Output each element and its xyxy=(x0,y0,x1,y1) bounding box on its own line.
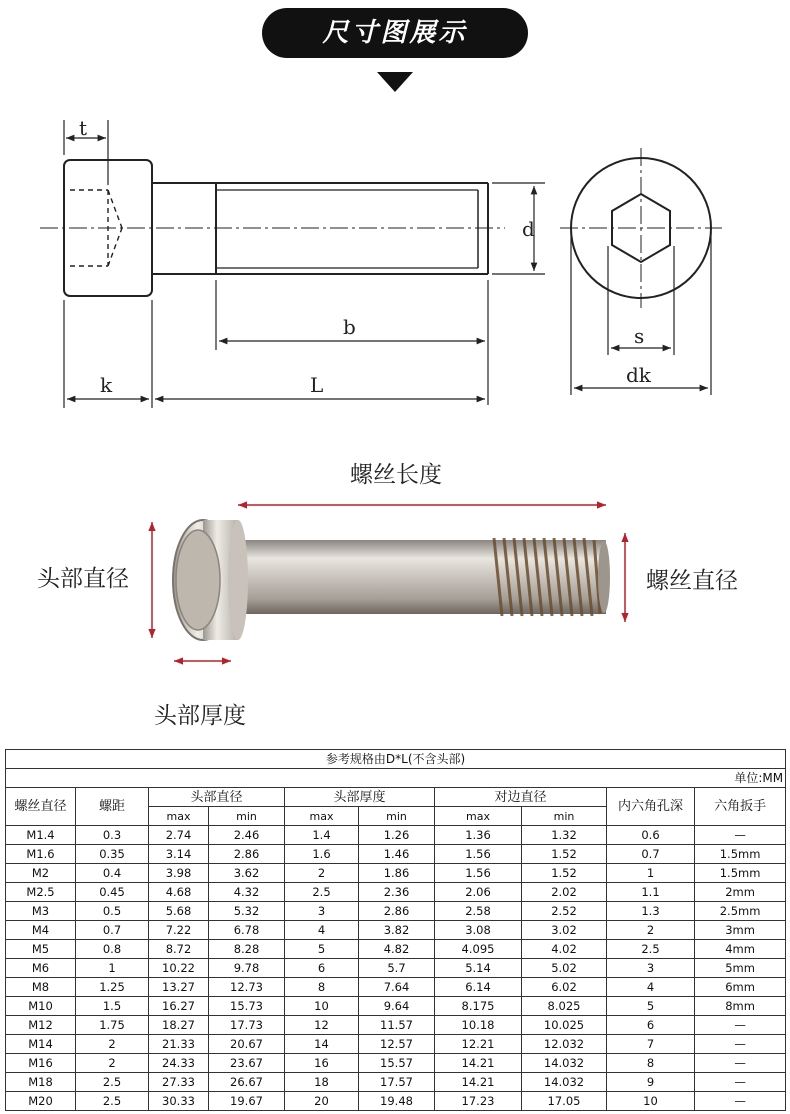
table-cell: 2 xyxy=(76,1035,149,1054)
table-cell: 1.36 xyxy=(435,826,522,845)
table-cell: 12.032 xyxy=(522,1035,607,1054)
table-cell: 6.78 xyxy=(209,921,285,940)
table-cell: 10.18 xyxy=(435,1016,522,1035)
table-cell: 12.73 xyxy=(209,978,285,997)
table-cell: 0.4 xyxy=(76,864,149,883)
table-cell: 0.5 xyxy=(76,902,149,921)
table-cell: 0.8 xyxy=(76,940,149,959)
table-cell: 20.67 xyxy=(209,1035,285,1054)
table-cell: 0.7 xyxy=(607,845,695,864)
table-cell: 2.5mm xyxy=(695,902,786,921)
table-cell: M3 xyxy=(6,902,76,921)
table-cell: 4.02 xyxy=(522,940,607,959)
table-cell: 10.025 xyxy=(522,1016,607,1035)
table-cell: 2.74 xyxy=(149,826,209,845)
table-row xyxy=(6,940,786,959)
table-cell: 21.33 xyxy=(149,1035,209,1054)
table-cell: 1.52 xyxy=(522,845,607,864)
table-cell: 23.67 xyxy=(209,1054,285,1073)
table-cell: 2.86 xyxy=(209,845,285,864)
table-cell: 2.5 xyxy=(76,1092,149,1111)
table-cell: 4mm xyxy=(695,940,786,959)
table-cell: 0.35 xyxy=(76,845,149,864)
table-cell: M20 xyxy=(6,1092,76,1111)
table-cell: 12 xyxy=(285,1016,359,1035)
table-row xyxy=(6,826,786,845)
table-unit: 单位:MM xyxy=(6,769,786,788)
dim-s-label: s xyxy=(634,324,645,348)
table-cell: 3mm xyxy=(695,921,786,940)
table-cell: 14.21 xyxy=(435,1054,522,1073)
table-cell: 5mm xyxy=(695,959,786,978)
table-cell: 4.68 xyxy=(149,883,209,902)
table-row xyxy=(6,978,786,997)
table-cell: 6 xyxy=(607,1016,695,1035)
table-cell: — xyxy=(695,1054,786,1073)
table-row xyxy=(6,1054,786,1073)
table-cell: 7.22 xyxy=(149,921,209,940)
table-cell: 8 xyxy=(285,978,359,997)
table-cell: 10.22 xyxy=(149,959,209,978)
header-across-flats: 对边直径 xyxy=(435,788,607,807)
table-cell: 19.67 xyxy=(209,1092,285,1111)
header-socket-depth: 内六角孔深 xyxy=(607,788,695,826)
table-cell: — xyxy=(695,826,786,845)
header-max: max xyxy=(285,807,359,826)
table-cell: 5.7 xyxy=(359,959,435,978)
table-cell: 13.27 xyxy=(149,978,209,997)
header-thread-diameter: 螺丝直径 xyxy=(6,788,76,826)
side-view xyxy=(40,160,505,296)
table-cell: 5.32 xyxy=(209,902,285,921)
table-cell: — xyxy=(695,1016,786,1035)
table-cell: 8.28 xyxy=(209,940,285,959)
table-caption: 参考规格由D*L(不含头部) xyxy=(6,750,786,769)
table-cell: 1.5mm xyxy=(695,845,786,864)
table-cell: 0.45 xyxy=(76,883,149,902)
header-wrench: 六角扳手 xyxy=(695,788,786,826)
table-cell: M5 xyxy=(6,940,76,959)
table-cell: 14.032 xyxy=(522,1054,607,1073)
table-cell: 3.08 xyxy=(435,921,522,940)
table-cell: 17.57 xyxy=(359,1073,435,1092)
table-cell: 6 xyxy=(285,959,359,978)
table-cell: 1.75 xyxy=(76,1016,149,1035)
table-cell: 1.25 xyxy=(76,978,149,997)
header-max: max xyxy=(435,807,522,826)
table-cell: 3.14 xyxy=(149,845,209,864)
table-cell: 5 xyxy=(607,997,695,1016)
table-cell: M1.4 xyxy=(6,826,76,845)
table-cell: 2.06 xyxy=(435,883,522,902)
table-cell: 3 xyxy=(285,902,359,921)
thread-diameter-label: 螺丝直径 xyxy=(646,568,738,594)
header-pitch: 螺距 xyxy=(76,788,149,826)
dim-dk-label: dk xyxy=(626,363,651,387)
table-cell: 6.02 xyxy=(522,978,607,997)
table-cell: 7 xyxy=(607,1035,695,1054)
table-cell: 17.05 xyxy=(522,1092,607,1111)
table-cell: M10 xyxy=(6,997,76,1016)
table-cell: 1.52 xyxy=(522,864,607,883)
table-cell: 7.64 xyxy=(359,978,435,997)
table-row xyxy=(6,959,786,978)
table-row xyxy=(6,921,786,940)
table-cell: 3.62 xyxy=(209,864,285,883)
table-cell: 20 xyxy=(285,1092,359,1111)
dim-b-label: b xyxy=(343,315,356,339)
table-cell: 16 xyxy=(285,1054,359,1073)
table-cell: 14.032 xyxy=(522,1073,607,1092)
table-cell: M1.6 xyxy=(6,845,76,864)
table-cell: 1.46 xyxy=(359,845,435,864)
table-cell: 19.48 xyxy=(359,1092,435,1111)
table-cell: 2.46 xyxy=(209,826,285,845)
table-cell: 1.1 xyxy=(607,883,695,902)
table-cell: 1.26 xyxy=(359,826,435,845)
header-min: min xyxy=(209,807,285,826)
table-row xyxy=(6,1092,786,1111)
table-cell: 1.32 xyxy=(522,826,607,845)
table-cell: 5.14 xyxy=(435,959,522,978)
table-cell: 8mm xyxy=(695,997,786,1016)
table-cell: 2.36 xyxy=(359,883,435,902)
header-max: max xyxy=(149,807,209,826)
table-cell: 3.02 xyxy=(522,921,607,940)
table-cell: 1.4 xyxy=(285,826,359,845)
table-cell: 4 xyxy=(285,921,359,940)
header-head-diameter: 头部直径 xyxy=(149,788,285,807)
table-cell: 2.5 xyxy=(76,1073,149,1092)
table-cell: 12.21 xyxy=(435,1035,522,1054)
table-cell: 2 xyxy=(285,864,359,883)
table-cell: M16 xyxy=(6,1054,76,1073)
table-cell: 10 xyxy=(285,997,359,1016)
header-min: min xyxy=(522,807,607,826)
table-row xyxy=(6,845,786,864)
table-cell: 4 xyxy=(607,978,695,997)
head-thickness-label: 头部厚度 xyxy=(154,703,246,729)
table-cell: 2 xyxy=(607,921,695,940)
table-cell: 6mm xyxy=(695,978,786,997)
thread-section xyxy=(488,538,610,616)
table-cell: M2.5 xyxy=(6,883,76,902)
table-cell: 5.68 xyxy=(149,902,209,921)
table-cell: 1.5 xyxy=(76,997,149,1016)
table-row xyxy=(6,864,786,883)
table-cell: 2mm xyxy=(695,883,786,902)
table-cell: 8 xyxy=(607,1054,695,1073)
table-cell: 9.64 xyxy=(359,997,435,1016)
table-cell: 2.5 xyxy=(607,940,695,959)
table-cell: 2.58 xyxy=(435,902,522,921)
table-row xyxy=(6,997,786,1016)
table-row xyxy=(6,1016,786,1035)
table-cell: 1 xyxy=(607,864,695,883)
table-cell: — xyxy=(695,1073,786,1092)
table-cell: 4.095 xyxy=(435,940,522,959)
table-cell: 2.52 xyxy=(522,902,607,921)
table-row xyxy=(6,1073,786,1092)
section-title-banner: 尺寸图展示 xyxy=(262,8,528,58)
table-cell: 4.82 xyxy=(359,940,435,959)
table-cell: 14.21 xyxy=(435,1073,522,1092)
table-cell: 17.23 xyxy=(435,1092,522,1111)
table-cell: 5.02 xyxy=(522,959,607,978)
dim-k-label: k xyxy=(100,373,113,397)
table-cell: 2.5 xyxy=(285,883,359,902)
table-cell: 5 xyxy=(285,940,359,959)
table-row xyxy=(6,883,786,902)
table-cell: 1.86 xyxy=(359,864,435,883)
table-cell: 24.33 xyxy=(149,1054,209,1073)
spec-table xyxy=(5,749,786,1111)
table-cell: 14 xyxy=(285,1035,359,1054)
table-cell: M18 xyxy=(6,1073,76,1092)
table-cell: 9 xyxy=(607,1073,695,1092)
table-cell: 12.57 xyxy=(359,1035,435,1054)
head-diameter-label: 头部直径 xyxy=(37,566,129,592)
table-cell: 1 xyxy=(76,959,149,978)
thread-length-label: 螺丝长度 xyxy=(350,462,442,488)
screw-photo xyxy=(173,520,610,640)
table-row xyxy=(6,902,786,921)
table-cell: 3 xyxy=(607,959,695,978)
table-cell: 1.56 xyxy=(435,864,522,883)
table-cell: 11.57 xyxy=(359,1016,435,1035)
table-cell: M6 xyxy=(6,959,76,978)
table-cell: — xyxy=(695,1092,786,1111)
table-cell: 16.27 xyxy=(149,997,209,1016)
table-cell: M8 xyxy=(6,978,76,997)
table-cell: 0.7 xyxy=(76,921,149,940)
table-cell: 8.72 xyxy=(149,940,209,959)
dim-t-label: t xyxy=(79,116,88,140)
table-cell: 2.86 xyxy=(359,902,435,921)
dim-d-label: d xyxy=(522,217,535,241)
table-cell: 15.57 xyxy=(359,1054,435,1073)
table-cell: 8.025 xyxy=(522,997,607,1016)
table-cell: — xyxy=(695,1035,786,1054)
table-cell: 0.6 xyxy=(607,826,695,845)
table-cell: 3.98 xyxy=(149,864,209,883)
table-cell: M4 xyxy=(6,921,76,940)
table-cell: 2 xyxy=(76,1054,149,1073)
table-cell: M14 xyxy=(6,1035,76,1054)
table-cell: 26.67 xyxy=(209,1073,285,1092)
table-cell: 15.73 xyxy=(209,997,285,1016)
table-cell: 6.14 xyxy=(435,978,522,997)
table-cell: 1.3 xyxy=(607,902,695,921)
table-cell: 4.32 xyxy=(209,883,285,902)
table-cell: 17.73 xyxy=(209,1016,285,1035)
table-cell: 2.02 xyxy=(522,883,607,902)
header-min: min xyxy=(359,807,435,826)
dim-L-label: L xyxy=(310,373,324,397)
end-view xyxy=(560,148,722,308)
table-row xyxy=(6,1035,786,1054)
table-cell: 1.56 xyxy=(435,845,522,864)
table-cell: 18.27 xyxy=(149,1016,209,1035)
table-cell: 0.3 xyxy=(76,826,149,845)
table-cell: 9.78 xyxy=(209,959,285,978)
table-cell: M2 xyxy=(6,864,76,883)
table-cell: M12 xyxy=(6,1016,76,1035)
table-cell: 1.6 xyxy=(285,845,359,864)
table-cell: 8.175 xyxy=(435,997,522,1016)
table-cell: 1.5mm xyxy=(695,864,786,883)
table-cell: 30.33 xyxy=(149,1092,209,1111)
table-cell: 10 xyxy=(607,1092,695,1111)
table-cell: 27.33 xyxy=(149,1073,209,1092)
header-head-thickness: 头部厚度 xyxy=(285,788,435,807)
table-cell: 18 xyxy=(285,1073,359,1092)
table-cell: 3.82 xyxy=(359,921,435,940)
